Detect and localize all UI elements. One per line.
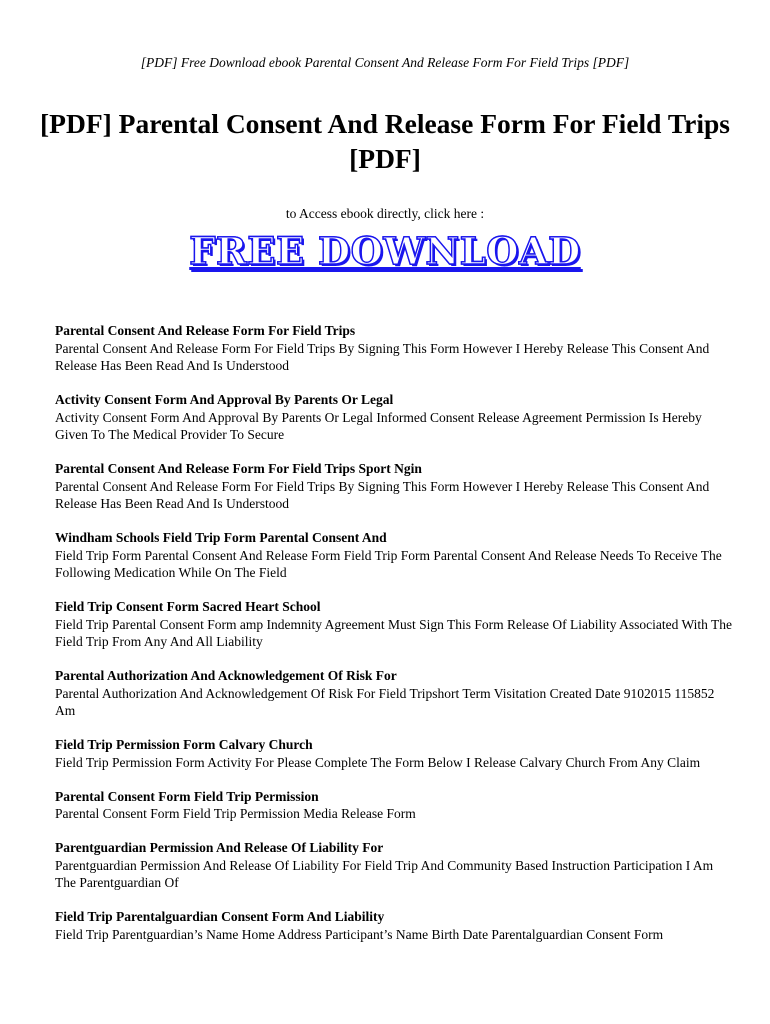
entry-text: Field Trip Parentguardian’s Name Home Address Participant’s Name Birth Date Parentalguardian Consent Form: [55, 926, 664, 942]
entry-title: Parentguardian Permission And Release Of Liability For: [55, 840, 384, 855]
access-instruction: to Access ebook directly, click here :: [285, 206, 485, 221]
entry-text: Parental Consent And Release Form For Field Trips By Signing This Form However I Hereby Release This Consent And Release Has Been Read And Is Understood: [55, 478, 710, 511]
entry-title: Parental Consent And Release Form For Field Trips Sport Ngin: [55, 461, 422, 476]
entry-text: Field Trip Parental Consent Form amp Indemnity Agreement Must Sign This Form Release Of Liability Associated With The Field Trip From Any And All Liability: [55, 616, 733, 649]
entry-text: Field Trip Permission Form Activity For Please Complete The Form Below I Release Calvary Church From Any Claim: [55, 754, 701, 770]
entry-title: Activity Consent Form And Approval By Parents Or Legal: [55, 392, 394, 407]
list-item: [55, 736, 735, 771]
entry-list: [55, 322, 735, 960]
list-item: [55, 667, 735, 720]
free-download-label[interactable]: FREE DOWNLOAD: [189, 229, 581, 273]
entry-text: Activity Consent Form And Approval By Parents Or Legal Informed Consent Release Agreement Permission Is Hereby Given To The Medical Provider To Secure: [55, 409, 702, 442]
entry-text: Field Trip Form Parental Consent And Release Form Field Trip Form Parental Consent And Release Needs To Receive The Following Medication While On The Field: [55, 547, 722, 580]
entry-title: Field Trip Permission Form Calvary Church: [55, 737, 313, 752]
entry-text: Parental Consent Form Field Trip Permission Media Release Form: [55, 806, 416, 821]
list-item: [55, 391, 735, 444]
list-item: [55, 322, 735, 375]
entry-text: Parental Consent And Release Form For Field Trips By Signing This Form However I Hereby Release This Consent And Release Has Been Read And Is Understood: [55, 340, 710, 373]
free-download-link[interactable]: [0, 229, 770, 273]
running-header: [PDF] Free Download ebook Parental Consent And Release Form For Field Trips [PDF]: [140, 55, 630, 70]
list-item: [55, 908, 735, 943]
entry-text: Parental Authorization And Acknowledgement Of Risk For Field Tripshort Term Visitation Created Date 9102015 115852 Am: [55, 685, 715, 718]
entry-title: Parental Authorization And Acknowledgement Of Risk For: [55, 668, 397, 683]
page-title: [PDF] Parental Consent And Release Form For Field Trips [PDF]: [40, 108, 730, 174]
entry-title: Field Trip Consent Form Sacred Heart School: [55, 599, 321, 614]
entry-title: Field Trip Parentalguardian Consent Form And Liability: [55, 909, 385, 924]
entry-title: Parental Consent And Release Form For Field Trips: [55, 323, 356, 338]
list-item: [55, 788, 735, 823]
entry-text: Parentguardian Permission And Release Of Liability For Field Trip And Community Based Instruction Participation I Am The Parentguardian Of: [55, 857, 714, 890]
list-item: [55, 839, 735, 892]
list-item: [55, 598, 735, 651]
list-item: [55, 460, 735, 513]
entry-title: Parental Consent Form Field Trip Permission: [55, 788, 319, 804]
list-item: [55, 529, 735, 582]
entry-title: Windham Schools Field Trip Form Parental Consent And: [55, 530, 387, 545]
